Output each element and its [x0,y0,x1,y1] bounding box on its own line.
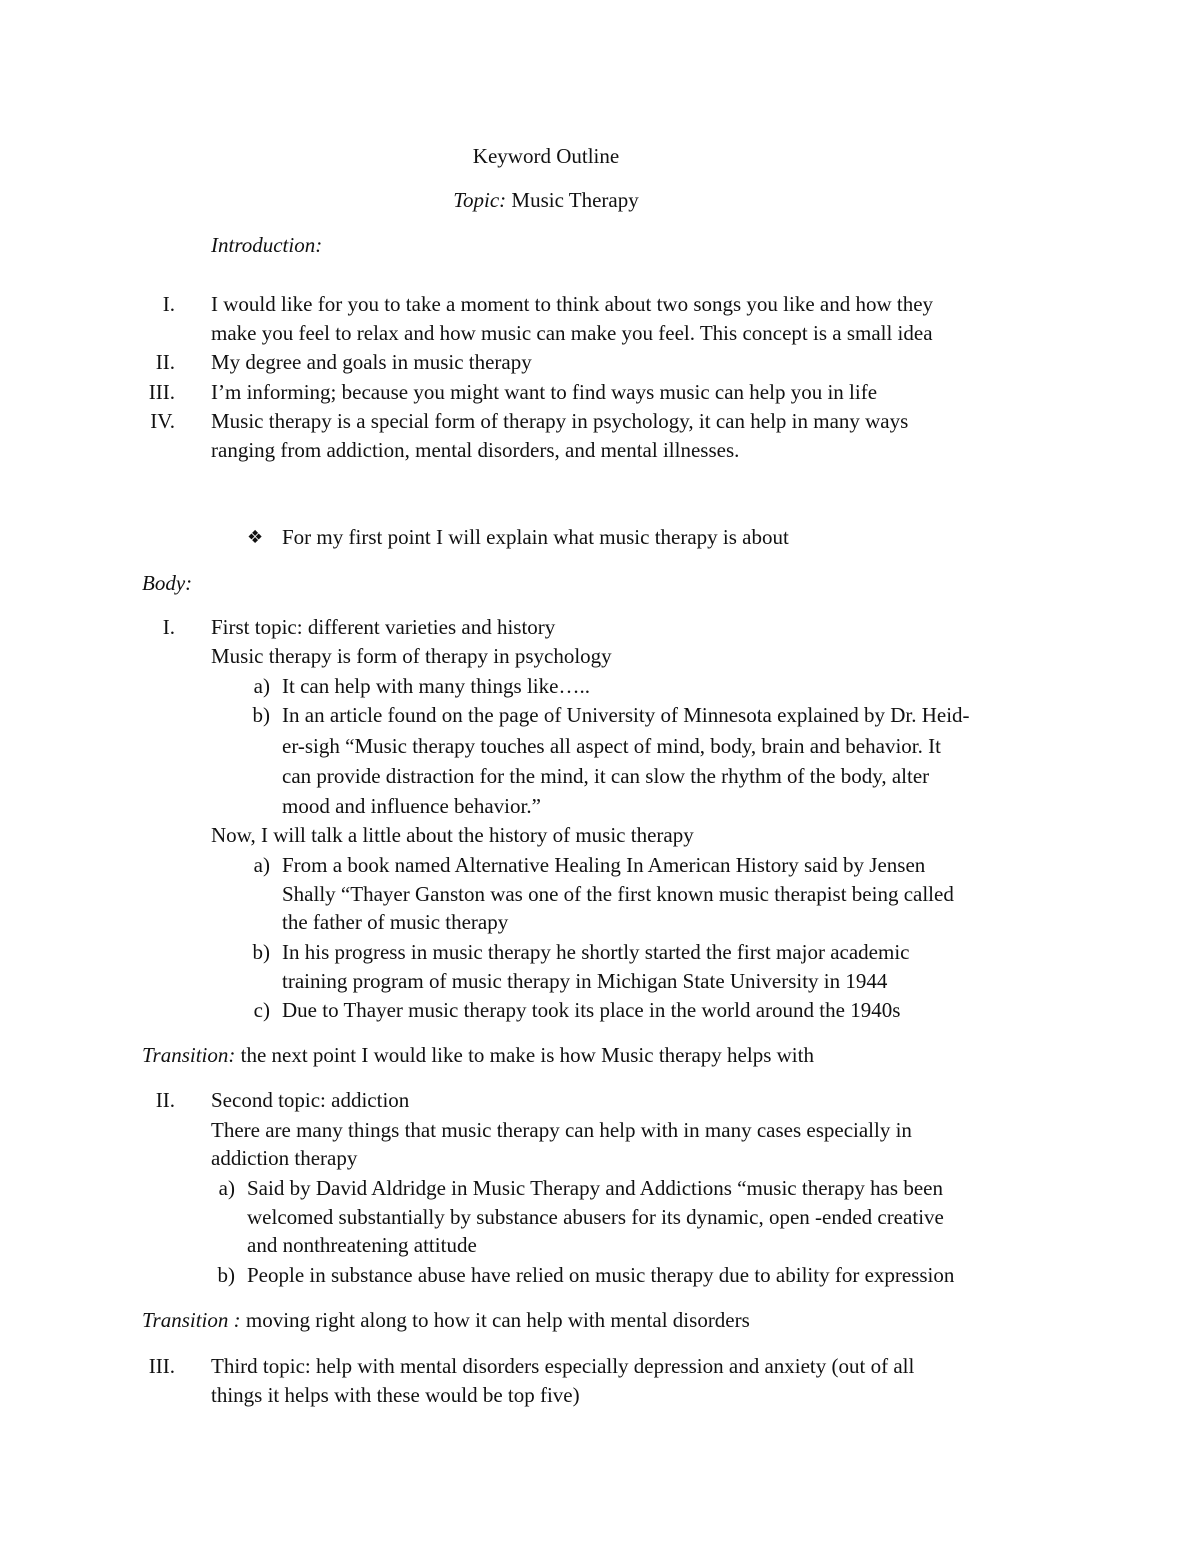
intro-item-4-line-2: ranging from addiction, mental disorders, and mental illnesses. [211,438,740,462]
topic-1-point-b-line-4: mood and influence behavior.” [282,794,541,818]
intro-item-1-line-2: make you feel to relax and how music can make you feel. This concept is a small idea [211,321,933,345]
transition-1 [142,1041,814,1070]
history-point-a-line-2: Shally “Thayer Ganston was one of the first known music therapist being called [282,882,954,906]
transition-1-text: the next point I would like to make is how Music therapy helps with [235,1043,814,1067]
topic-2-point-b-label: b) [217,1263,235,1287]
history-point-b-line-2: training program of music therapy in Michigan State University in 1944 [282,969,888,993]
transition-2-label: Transition : [142,1308,241,1332]
intro-item-3-line-1: I’m informing; because you might want to find ways music can help you in life [211,380,878,404]
transition-1-label: Transition: [142,1043,236,1067]
history-point-b-line-1: In his progress in music therapy he shortly started the first major academic [282,940,910,964]
history-point-c-label: c) [253,998,270,1022]
topic-2-point-a-line-2: welcomed substantially by substance abusers for its dynamic, open -ended creative [247,1205,944,1229]
intro-item-3-number: III. [148,380,175,404]
first-point-bullet-text: For my first point I will explain what music therapy is about [282,525,789,549]
topic-1-point-b-line-2: er-sigh “Music therapy touches all aspect of mind, body, brain and behavior. It [282,734,941,758]
history-point-a-label: a) [253,853,270,877]
body-topic-3-number: III. [148,1354,175,1378]
history-point-a-line-3: the father of music therapy [282,910,509,934]
intro-item-2-number: II. [155,350,175,374]
body-heading: Body: [142,571,193,595]
body-topic-1-intro: Music therapy is form of therapy in psychology [211,644,612,668]
topic-2-point-b-line-1: People in substance abuse have relied on music therapy due to ability for expression [247,1263,955,1287]
intro-item-1-line-1: I would like for you to take a moment to think about two songs you like and how they [211,292,934,316]
topic-2-point-a-line-1: Said by David Aldridge in Music Therapy and Addictions “music therapy has been [247,1176,943,1200]
body-topic-2-number: II. [155,1088,175,1112]
body-topic-1-title: First topic: different varieties and history [211,615,556,639]
body-topic-2-title: Second topic: addiction [211,1088,410,1112]
topic-value: Music Therapy [506,188,639,212]
document-title: Keyword Outline [472,144,620,168]
history-point-c-line-1: Due to Thayer music therapy took its place in the world around the 1940s [282,998,901,1022]
body-topic-2-intro-line-1: There are many things that music therapy can help with in many cases especially in [211,1118,912,1142]
history-point-a-line-1: From a book named Alternative Healing In American History said by Jensen [282,853,926,877]
history-intro: Now, I will talk a little about the history of music therapy [211,823,694,847]
topic-1-point-b-line-3: can provide distraction for the mind, it can slow the rhythm of the body, alter [282,764,930,788]
topic-2-point-a-label: a) [218,1176,235,1200]
topic-2-point-a-line-3: and nonthreatening attitude [247,1233,477,1257]
body-topic-3-line-1: Third topic: help with mental disorders especially depression and anxiety (out of all [211,1354,915,1378]
transition-2-text: moving right along to how it can help with mental disorders [240,1308,750,1332]
intro-item-1-number: I. [162,292,175,316]
intro-item-4-number: IV. [150,409,175,433]
topic-1-point-b-line-1: In an article found on the page of University of Minnesota explained by Dr. Heid- [282,703,970,727]
topic-label: Topic: [453,188,507,212]
body-topic-2-intro-line-2: addiction therapy [211,1146,358,1170]
body-topic-1-number: I. [162,615,175,639]
body-topic-3-line-2: things it helps with these would be top five) [211,1383,580,1407]
diamond-bullet-icon: ❖ [247,527,264,548]
history-point-b-label: b) [252,940,270,964]
topic-1-point-b-label: b) [252,703,270,727]
topic-1-point-a-label: a) [253,674,270,698]
intro-item-2-line-1: My degree and goals in music therapy [211,350,532,374]
topic-line [0,186,1092,215]
introduction-heading: Introduction: [211,233,323,257]
topic-1-point-a-line-1: It can help with many things like….. [282,674,590,698]
intro-item-4-line-1: Music therapy is a special form of therapy in psychology, it can help in many ways [211,409,909,433]
transition-2 [142,1306,750,1335]
